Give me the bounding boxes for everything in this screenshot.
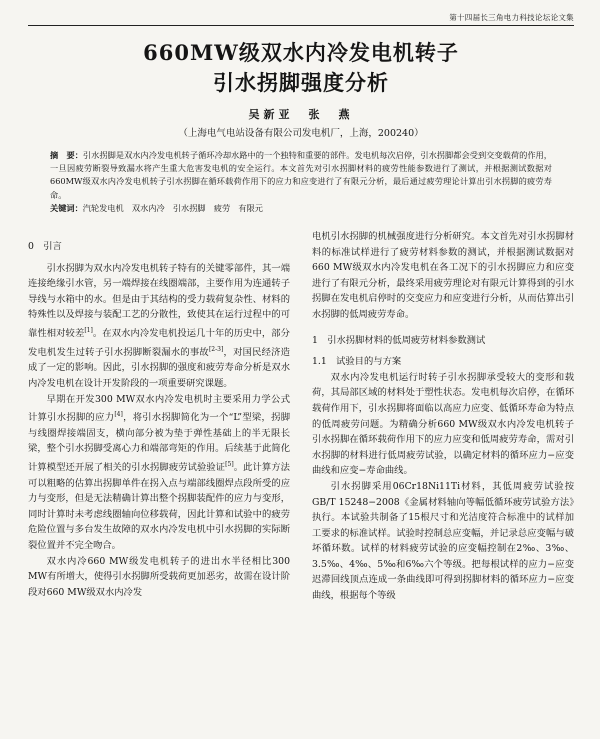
keywords-label: 关键词： [50, 202, 83, 213]
section-heading-intro: 0 引言 [28, 241, 62, 253]
citation: [1] [84, 326, 93, 334]
subsection-heading-1-1: 1.1 试验目的与方案 [312, 356, 402, 368]
section1-paragraph-2: 引水拐脚采用06Cr18Ni11Ti材料，其低周疲劳试验按GB/T 15248−2008《金属材料轴向等幅低循环疲劳试验方法》执行。本试验共制备了15根尺寸和光洁度符合标准中的试样加工要求的标准试样。试验时控制总应变幅，并记录总应变幅与破坏循环数。试样的材料疲劳试验的应变幅控制在2‰、3‰、3.5‰、4‰、5‰和6‰六个等级。把每根试样的应力−应变迟滞回线顶点连成一条曲线即可得到拐脚材料的循环应力−应变曲线，根据每个等级 [312, 480, 574, 602]
left-column [28, 229, 290, 604]
citation: [2-3] [208, 345, 224, 353]
keywords-paragraph [50, 202, 552, 215]
citation: [4] [114, 411, 123, 419]
citation: [5] [225, 461, 234, 469]
abstract-text: 引水拐脚是双水内冷发电机转子循环冷却水路中的一个独特和重要的部件。发电机每次启停，引水拐脚都会受到交变载荷的作用，一旦因疲劳断裂导致漏水将产生重大危害发电机的安全运行。本文首先对引水拐脚材料的疲劳性能参数进行了测试，并根据测试数据对660MW级双水内冷发电机转子引水拐脚在循环载荷作用下的应力和应变进行了有限元分析，最后通过疲劳理论计算出引水拐脚的疲劳寿命。 [50, 150, 552, 200]
abstract [50, 149, 552, 215]
abstract-paragraph [50, 149, 552, 202]
authors: 吴新亚 张 燕 [248, 108, 354, 121]
title-line-2: 引水拐脚强度分析 [213, 70, 389, 95]
section-heading-1: 1 引水拐脚材料的低周疲劳材料参数测试 [312, 334, 486, 346]
intro-paragraph-4: 电机引水拐脚的机械强度进行分析研究。本文首先对引水拐脚材料的标准试样进行了疲劳材料参数的测试，并根据测试数据对660 MW级双水内冷发电机在各工况下的引水拐脚应力和应变进行了有限元分析，最终采用疲劳理论对有限元计算得到的引水拐脚在发电机启停时的交变应力和应变进行分析，从而估算出引水拐脚的低周疲劳寿命。 [312, 231, 574, 320]
paper-title [28, 38, 574, 98]
intro-paragraph-2: 早期在开发300 MW双水内冷发电机时主要采用力学公式计算引水拐脚的应力[4]，将引水拐脚简化为一个“L”型梁，拐脚与线圈焊接端固支，横向部分被为垫于弹性基础上的半无限长梁，整个引水拐脚受离心力和端部弯矩的作用。后续基于此简化计算模型还开展了相关的引水拐脚疲劳试验验证[5]。此计算方法可以粗略的估算出拐脚单件在拐入点与端部线圈焊点段所受的应力与变形，但是无法精确计算出整个拐脚装配件的应力与变形，同时计算时未考虑线圈轴向位移载荷，因此计算和试验中的疲劳危险位置与多台发生故障的双水内冷发电机中引水拐脚的实际断裂位置并不完全吻合。 [28, 393, 290, 552]
title-line-1: 660MW级双水内冷发电机转子 [143, 40, 459, 65]
intro-paragraph-3: 双水内冷660 MW级发电机转子的进出水半径相比300 MW有所增大，使得引水拐脚所受载荷更加恶劣，故需在设计阶段对660 MW级双水内冷发 [28, 555, 290, 598]
intro-paragraph-1: 引水拐脚为双水内冷发电机转子特有的关键零部件，其一端连接绝缘引水管，另一端焊接在线圈端部，主要作用为连通转子导线与水箱中的水。但是由于其结构的受力载荷复杂性、材料的特殊性以及焊接与装配工艺的分散性，致使其在运行过程中的可靠性相对较差[1]。在双水内冷发电机投运几十年的历史中，部分发电机发生过转子引水拐脚断裂漏水的事故[2-3]，对国民经济造成了一定的影响。因此，引水拐脚的强度和疲劳寿命分析是双水内冷发电机在设计开发阶段的一项重要研究课题。 [28, 262, 290, 389]
abstract-label: 摘 要： [50, 150, 83, 160]
right-column [312, 229, 574, 604]
section1-paragraph-1: 双水内冷发电机运行时转子引水拐脚承受较大的变形和载荷，其局部区域的材料处于塑性状态。发电机每次启停，在循环载荷作用下，引水拐脚将面临以高应力应变、低循环寿命为特点的低周疲劳问题。为精确分析660 MW级双水内冷发电机转子引水拐脚在循环载荷作用下的应力应变和低周疲劳寿命，需对引水拐脚的材料进行低周疲劳试验，以确定材料的循环应力−应变曲线和应变−寿命曲线。 [312, 371, 574, 477]
keywords-text: 汽轮发电机 双水内冷 引水拐脚 疲劳 有限元 [82, 202, 263, 213]
body-columns [28, 229, 574, 604]
affiliation: （上海电气电站设备有限公司发电机厂，上海，200240） [178, 128, 424, 139]
running-head: 第十四届长三角电力科技论坛论文集 [28, 12, 574, 26]
